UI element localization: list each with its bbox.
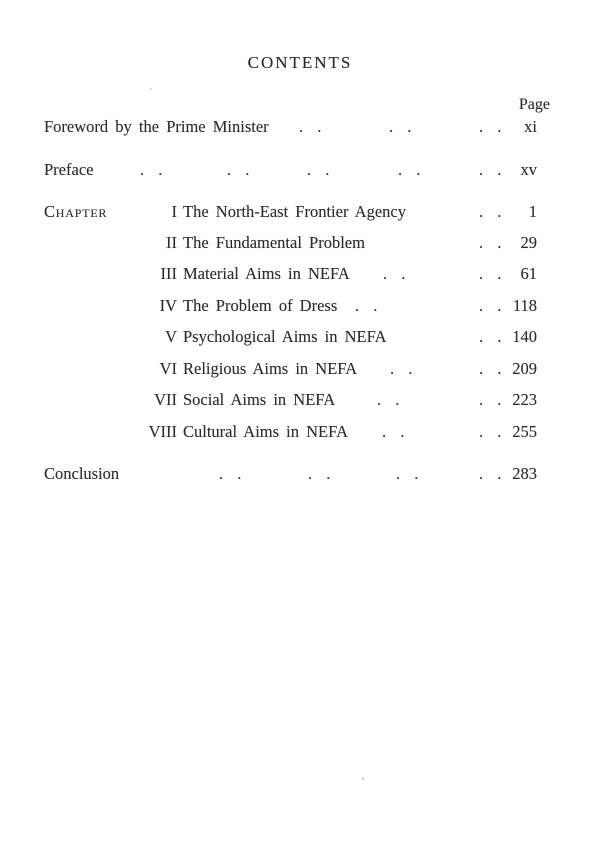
dot-leader: . . <box>479 117 505 136</box>
toc-row-chapter-1 <box>0 202 600 222</box>
toc-row-conclusion <box>0 464 600 484</box>
dot-leader: . . <box>307 160 333 179</box>
toc-row-chapter-7 <box>0 390 600 410</box>
page-title: CONTENTS <box>247 53 353 72</box>
page-number: 223 <box>512 390 537 409</box>
page-number: 1 <box>528 202 537 221</box>
chapter-title: Cultural Aims in NEFA <box>183 422 348 441</box>
page-number: xv <box>520 160 537 179</box>
chapter-title: Social Aims in NEFA <box>183 390 336 409</box>
chapter-heading: Chapter <box>44 202 108 221</box>
toc-row-chapter-8 <box>0 422 600 442</box>
dot-leader: . . <box>479 264 505 283</box>
dot-leader: . . <box>389 117 415 136</box>
chapter-numeral: VI <box>159 359 177 378</box>
scan-speck <box>362 777 364 780</box>
page-number: 283 <box>512 464 537 483</box>
dot-leader: . . <box>299 117 325 136</box>
chapter-title: Religious Aims in NEFA <box>183 359 358 378</box>
chapter-numeral: III <box>160 264 177 283</box>
page-number: 209 <box>512 359 537 378</box>
dot-leader: . . <box>479 233 505 252</box>
toc-row-foreword <box>0 117 600 137</box>
toc-row-chapter-4 <box>0 296 600 316</box>
chapter-title: The Fundamental Problem <box>183 233 365 252</box>
chapter-numeral: II <box>166 233 177 252</box>
dot-leader: . . <box>390 359 416 378</box>
entry-label: Foreword by the Prime Minister <box>44 117 269 136</box>
page-number: 255 <box>512 422 537 441</box>
dot-leader: . . <box>377 390 403 409</box>
entry-label: Conclusion <box>44 464 120 483</box>
chapter-numeral: VII <box>154 390 177 409</box>
dot-leader: . . <box>479 390 505 409</box>
dot-leader: . . <box>479 327 505 346</box>
toc-row-chapter-6 <box>0 359 600 379</box>
page-number: 118 <box>512 296 537 315</box>
toc-row-preface <box>0 160 600 180</box>
toc-row-chapter-3 <box>0 264 600 284</box>
dot-leader: . . <box>479 464 505 483</box>
dot-leader: . . <box>383 264 409 283</box>
page-number: 61 <box>520 264 537 283</box>
dot-leader: . . <box>227 160 253 179</box>
dot-leader: . . <box>398 160 424 179</box>
dot-leader: . . <box>382 422 408 441</box>
chapter-numeral: V <box>165 327 177 346</box>
dot-leader: . . <box>479 422 505 441</box>
dot-leader: . . <box>479 359 505 378</box>
chapter-title: The Problem of Dress <box>183 296 338 315</box>
chapter-numeral: IV <box>159 296 177 315</box>
toc-row-chapter-5 <box>0 327 600 347</box>
dot-leader: . . <box>479 160 505 179</box>
chapter-numeral: I <box>171 202 177 221</box>
dot-leader: . . <box>219 464 245 483</box>
page-number: 29 <box>520 233 537 252</box>
dot-leader: . . <box>479 202 505 221</box>
page-column-header: Page <box>518 96 550 113</box>
chapter-title: The North-East Frontier Agency <box>183 202 406 221</box>
chapter-title: Psychological Aims in NEFA <box>183 327 387 346</box>
chapter-title: Material Aims in NEFA <box>183 264 350 283</box>
toc-row-chapter-2 <box>0 233 600 253</box>
dot-leader: . . <box>479 296 505 315</box>
dot-leader: . . <box>308 464 334 483</box>
page-number: 140 <box>512 327 537 346</box>
dot-leader: . . <box>396 464 422 483</box>
chapter-numeral: VIII <box>148 422 177 441</box>
entry-label: Preface <box>44 160 94 179</box>
scan-speck <box>150 88 152 90</box>
page-number: xi <box>524 117 537 136</box>
dot-leader: . . <box>140 160 166 179</box>
dot-leader: . . <box>355 296 381 315</box>
